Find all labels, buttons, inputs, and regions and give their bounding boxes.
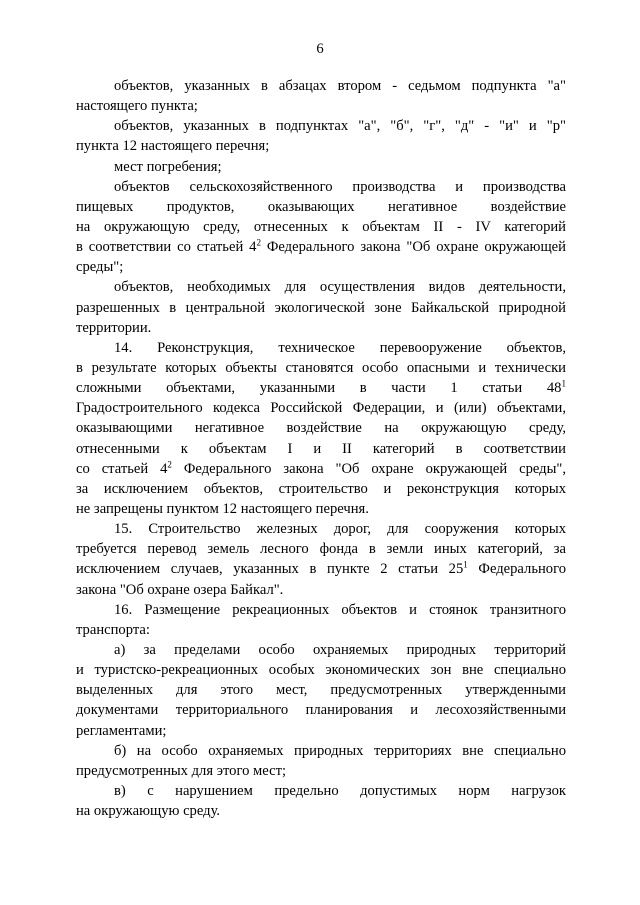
line-text: за исключением объектов, строительство и реконструкция которых <box>76 480 566 497</box>
line-text: настоящего пункта; <box>76 98 198 115</box>
line-text: а) за пределами особо охраняемых природных территорий <box>114 641 566 658</box>
line-text: мест погребения; <box>114 158 222 175</box>
line-text: 14. Реконструкция, техническое перевооружение объектов, <box>114 339 566 356</box>
line-text: в соответствии со статьей 4 <box>76 239 257 256</box>
text-line <box>76 96 566 116</box>
line-text: б) на особо охраняемых природных территориях вне специально <box>114 742 566 759</box>
line-text: отнесенными к объектам I и II категорий в соответствии <box>76 440 566 457</box>
line-text: разрешенных в центральной экологической зоне Байкальской природной <box>76 299 566 316</box>
text-line <box>76 439 566 459</box>
line-text: в результате которых объекты становятся особо опасными и технически <box>76 359 566 376</box>
text-line <box>76 781 566 801</box>
text-line <box>76 640 566 660</box>
line-text: объектов, указанных в подпунктах "а", "б", "г", "д" - "и" и "р" <box>114 118 566 135</box>
text-line <box>76 358 566 378</box>
text-line <box>76 277 566 297</box>
text-line <box>76 700 566 720</box>
line-text: регламентами; <box>76 722 167 739</box>
text-line <box>76 459 566 479</box>
text-line <box>76 499 566 519</box>
text-line <box>76 620 566 640</box>
text-line <box>76 338 566 358</box>
text-line <box>76 680 566 700</box>
text-line <box>76 660 566 680</box>
line-text: со статьей 4 <box>76 460 168 477</box>
line-text: пункта 12 настоящего перечня; <box>76 138 270 155</box>
line-text: на окружающую среду. <box>76 803 221 820</box>
text-line <box>76 298 566 318</box>
text-line <box>76 479 566 499</box>
line-text: предусмотренных для этого мест; <box>76 762 286 779</box>
line-text: на окружающую среду, отнесенных к объектам II - IV категорий <box>76 218 566 235</box>
text-line <box>76 559 566 579</box>
line-text: не запрещены пунктом 12 настоящего перечня. <box>76 500 369 517</box>
superscript: 2 <box>256 237 261 248</box>
line-text: и туристско-рекреационных особых экономических зон вне специально <box>76 662 566 679</box>
text-line <box>76 237 566 257</box>
line-text: оказывающими негативное воздействие на окружающую среду, <box>76 420 566 437</box>
line-text: выделенных для этого мест, предусмотренных утвержденными <box>76 682 566 699</box>
text-line <box>76 116 566 136</box>
text-line <box>76 418 566 438</box>
document-body <box>76 76 566 821</box>
text-line <box>76 136 566 156</box>
text-line <box>76 76 566 96</box>
line-text: документами территориального планирования и лесохозяйственными <box>76 702 566 719</box>
superscript: 2 <box>167 459 172 470</box>
line-text-after: Федерального закона "Об охране окружающей <box>260 239 566 256</box>
line-text: пищевых продуктов, оказывающих негативное воздействие <box>76 198 566 215</box>
line-text: объектов, указанных в абзацах втором - седьмом подпункта "а" <box>114 78 566 94</box>
superscript: 1 <box>463 559 468 570</box>
line-text: в) с нарушением предельно допустимых норм нагрузок <box>114 782 566 799</box>
text-line <box>76 741 566 761</box>
line-text: закона "Об охране озера Байкал". <box>76 581 284 598</box>
text-line <box>76 197 566 217</box>
line-text-after: Федерального <box>467 561 566 578</box>
line-text: Градостроительного кодекса Российской Федерации, и (или) объектами, <box>76 400 566 417</box>
page-number: 6 <box>316 41 324 57</box>
text-line <box>76 539 566 559</box>
text-line <box>76 580 566 600</box>
line-text: исключением случаев, указанных в пункте 2 статьи 25 <box>76 561 464 578</box>
text-line <box>76 378 566 398</box>
text-line <box>76 217 566 237</box>
text-line <box>76 600 566 620</box>
line-text: транспорта: <box>76 621 150 638</box>
text-line <box>76 721 566 741</box>
line-text: сложными объектами, указанными в части 1 статьи 48 <box>76 380 562 397</box>
line-text: 15. Строительство железных дорог, для сооружения которых <box>114 521 566 538</box>
superscript: 1 <box>561 378 566 389</box>
text-line <box>76 177 566 197</box>
text-line <box>76 801 566 821</box>
line-text: объектов сельскохозяйственного производства и производства <box>114 178 566 195</box>
line-text: 16. Размещение рекреационных объектов и стоянок транзитного <box>114 601 566 618</box>
text-line <box>76 761 566 781</box>
line-text: объектов, необходимых для осуществления видов деятельности, <box>114 279 566 296</box>
line-text: среды"; <box>76 259 124 276</box>
line-text: территории. <box>76 319 152 336</box>
text-line <box>76 398 566 418</box>
text-line <box>76 157 566 177</box>
line-text: требуется перевод земель лесного фонда в земли иных категорий, за <box>76 541 566 558</box>
text-line <box>76 519 566 539</box>
text-line <box>76 318 566 338</box>
line-text-after: Федерального закона "Об охране окружающей среды", <box>171 460 567 477</box>
text-line <box>76 257 566 277</box>
